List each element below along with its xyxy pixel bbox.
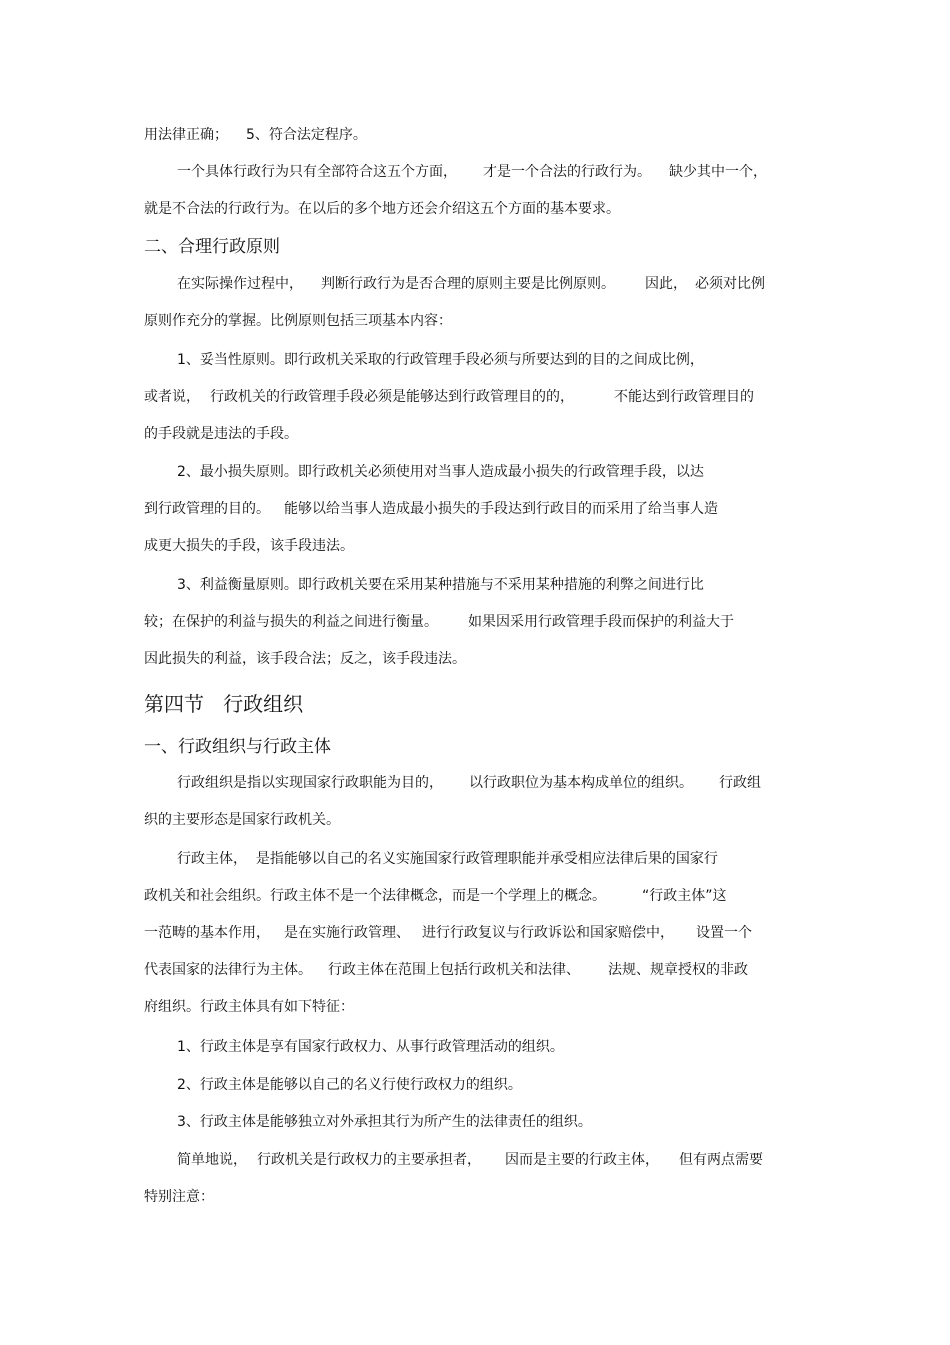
text-fragment: 设置一个 (696, 925, 752, 941)
text-fragment: 在实际操作过程中， (177, 276, 303, 292)
text-line (144, 126, 367, 144)
text-line: 的手段就是违法的手段。 (144, 426, 298, 442)
text-fragment: 以行政职位为基本构成单位的组织。 (469, 775, 693, 791)
text-fragment: 较；在保护的利益与损失的利益之间进行衡量。 (144, 614, 438, 630)
text-line: 行政主体， 是指能够以自己的名义实施国家行政管理职能并承受相应法律后果的国家行 (177, 851, 718, 867)
text-fragment: 代表国家的法律行为主体。 (144, 962, 312, 978)
chapter-section-title: 第四节 行政组织 (144, 692, 304, 716)
text-fragment: 不能达到行政管理目的 (614, 389, 754, 405)
text-fragment: 政机关和社会组织。行政主体不是一个法律概念，而是一个学理上的概念。 (144, 888, 606, 904)
text-line: 原则作充分的掌握。比例原则包括三项基本内容： (144, 313, 452, 329)
text-line (177, 275, 765, 293)
text-line: 府组织。行政主体具有如下特征： (144, 999, 354, 1015)
text-fragment: 法规、规章授权的非政 (608, 962, 748, 978)
text-fragment: 5、符合法定程序。 (246, 127, 367, 143)
text-fragment: 因而是主要的行政主体， (505, 1152, 659, 1168)
text-line (144, 961, 748, 979)
text-fragment: 行政机关的行政管理手段必须是能够达到行政管理目的的， (210, 389, 574, 405)
text-fragment: 必须对比例 (695, 276, 765, 292)
text-fragment: 因此， (645, 276, 687, 292)
text-line (144, 613, 734, 631)
text-line: 因此损失的利益，该手段合法；反之，该手段违法。 (144, 651, 466, 667)
text-fragment: 判断行政行为是否合理的原则主要是比例原则。 (321, 276, 615, 292)
text-line (144, 924, 752, 942)
text-fragment: 是在实施行政管理、 (284, 925, 410, 941)
text-fragment: “行政主体”这 (642, 888, 727, 904)
text-fragment: 行政机关是行政权力的主要承担者， (257, 1152, 481, 1168)
text-fragment: 缺少其中一个， (669, 164, 767, 180)
list-item: 3、行政主体是能够独立对外承担其行为所产生的法律责任的组织。 (177, 1114, 592, 1130)
text-line (177, 163, 767, 181)
text-fragment: 简单地说， (177, 1152, 247, 1168)
text-line: 特别注意： (144, 1189, 214, 1205)
list-item: 1、行政主体是享有国家行政权力、从事行政管理活动的组织。 (177, 1039, 564, 1055)
text-fragment: 或者说， (144, 389, 200, 405)
list-item: 2、行政主体是能够以自己的名义行使行政权力的组织。 (177, 1077, 522, 1093)
text-fragment: 一范畴的基本作用， (144, 925, 270, 941)
text-fragment: 进行行政复议与行政诉讼和国家赔偿中， (422, 925, 674, 941)
text-line (177, 774, 761, 792)
text-line: 织的主要形态是国家行政机关。 (144, 812, 340, 828)
text-fragment: 用法律正确； (144, 127, 228, 143)
text-fragment: 到行政管理的目的。 (144, 501, 270, 517)
text-fragment: 如果因采用行政管理手段而保护的利益大于 (468, 614, 734, 630)
text-fragment: 行政主体在范围上包括行政机关和法律、 (328, 962, 580, 978)
text-line (144, 887, 727, 905)
text-fragment: 才是一个合法的行政行为。 (483, 164, 651, 180)
section-heading: 二、合理行政原则 (144, 237, 280, 257)
text-line: 3、利益衡量原则。即行政机关要在采用某种措施与不采用某种措施的利弊之间进行比 (177, 577, 704, 593)
text-fragment: 行政组 (719, 775, 761, 791)
text-line: 1、妥当性原则。即行政机关采取的行政管理手段必须与所要达到的目的之间成比例， (177, 352, 704, 368)
text-line: 2、最小损失原则。即行政机关必须使用对当事人造成最小损失的行政管理手段，以达 (177, 464, 704, 480)
section-heading: 一、行政组织与行政主体 (144, 737, 331, 757)
text-fragment: 行政组织是指以实现国家行政职能为目的， (177, 775, 443, 791)
text-line: 成更大损失的手段，该手段违法。 (144, 538, 354, 554)
text-fragment: 但有两点需要 (679, 1152, 763, 1168)
text-line (144, 500, 718, 518)
text-fragment: 一个具体行政行为只有全部符合这五个方面， (177, 164, 457, 180)
text-line: 就是不合法的行政行为。在以后的多个地方还会介绍这五个方面的基本要求。 (144, 201, 620, 217)
text-line (177, 1151, 763, 1169)
text-line (144, 388, 754, 406)
text-fragment: 能够以给当事人造成最小损失的手段达到行政目的而采用了给当事人造 (284, 501, 718, 517)
